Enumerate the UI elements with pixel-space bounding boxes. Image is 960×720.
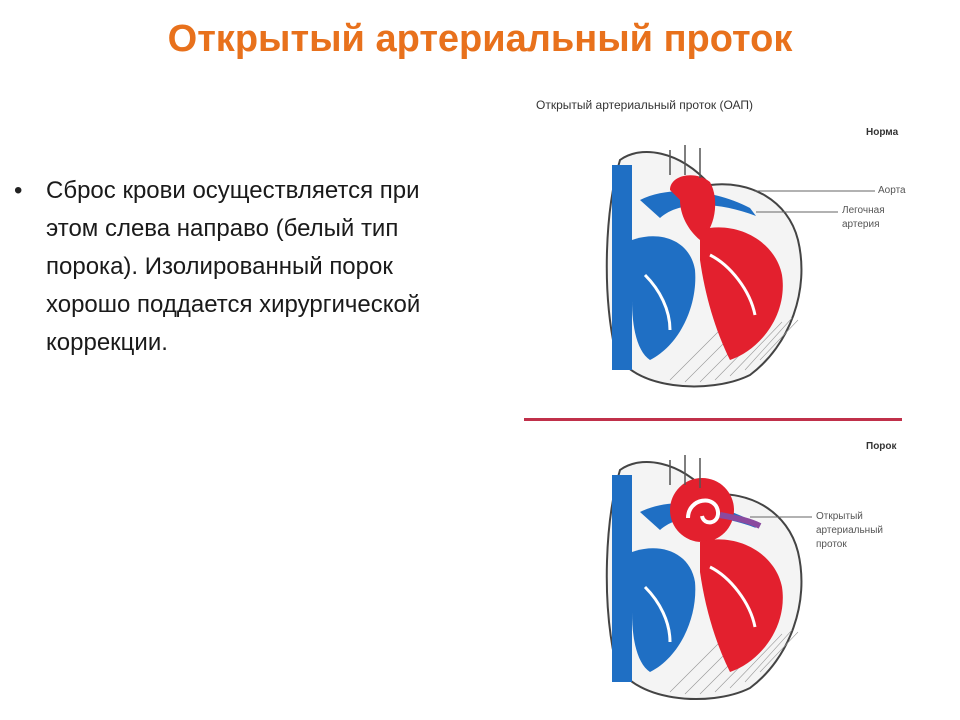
divider bbox=[524, 418, 902, 421]
figure-title: Открытый артериальный проток (ОАП) bbox=[536, 98, 754, 112]
pda-label: Открытый артериальный проток bbox=[816, 511, 883, 550]
bullet-text: Сброс крови осуществляется при этом слева направо (белый тип порока). Изолированный порок хорошо поддается хирургической коррекции. bbox=[46, 177, 421, 356]
aorta-label: Аорта bbox=[878, 185, 906, 196]
defect-heart bbox=[607, 455, 812, 699]
defect-label: Порок bbox=[866, 441, 897, 452]
heart-diagram bbox=[520, 90, 942, 720]
normal-heart bbox=[607, 145, 875, 386]
bullet-marker: • bbox=[14, 177, 23, 204]
bullet-item bbox=[14, 172, 434, 362]
pulmonary-artery-label: Легочная артерия bbox=[842, 205, 885, 230]
slide-title: Открытый артериальный проток bbox=[167, 18, 793, 60]
normal-label: Норма bbox=[866, 127, 899, 138]
